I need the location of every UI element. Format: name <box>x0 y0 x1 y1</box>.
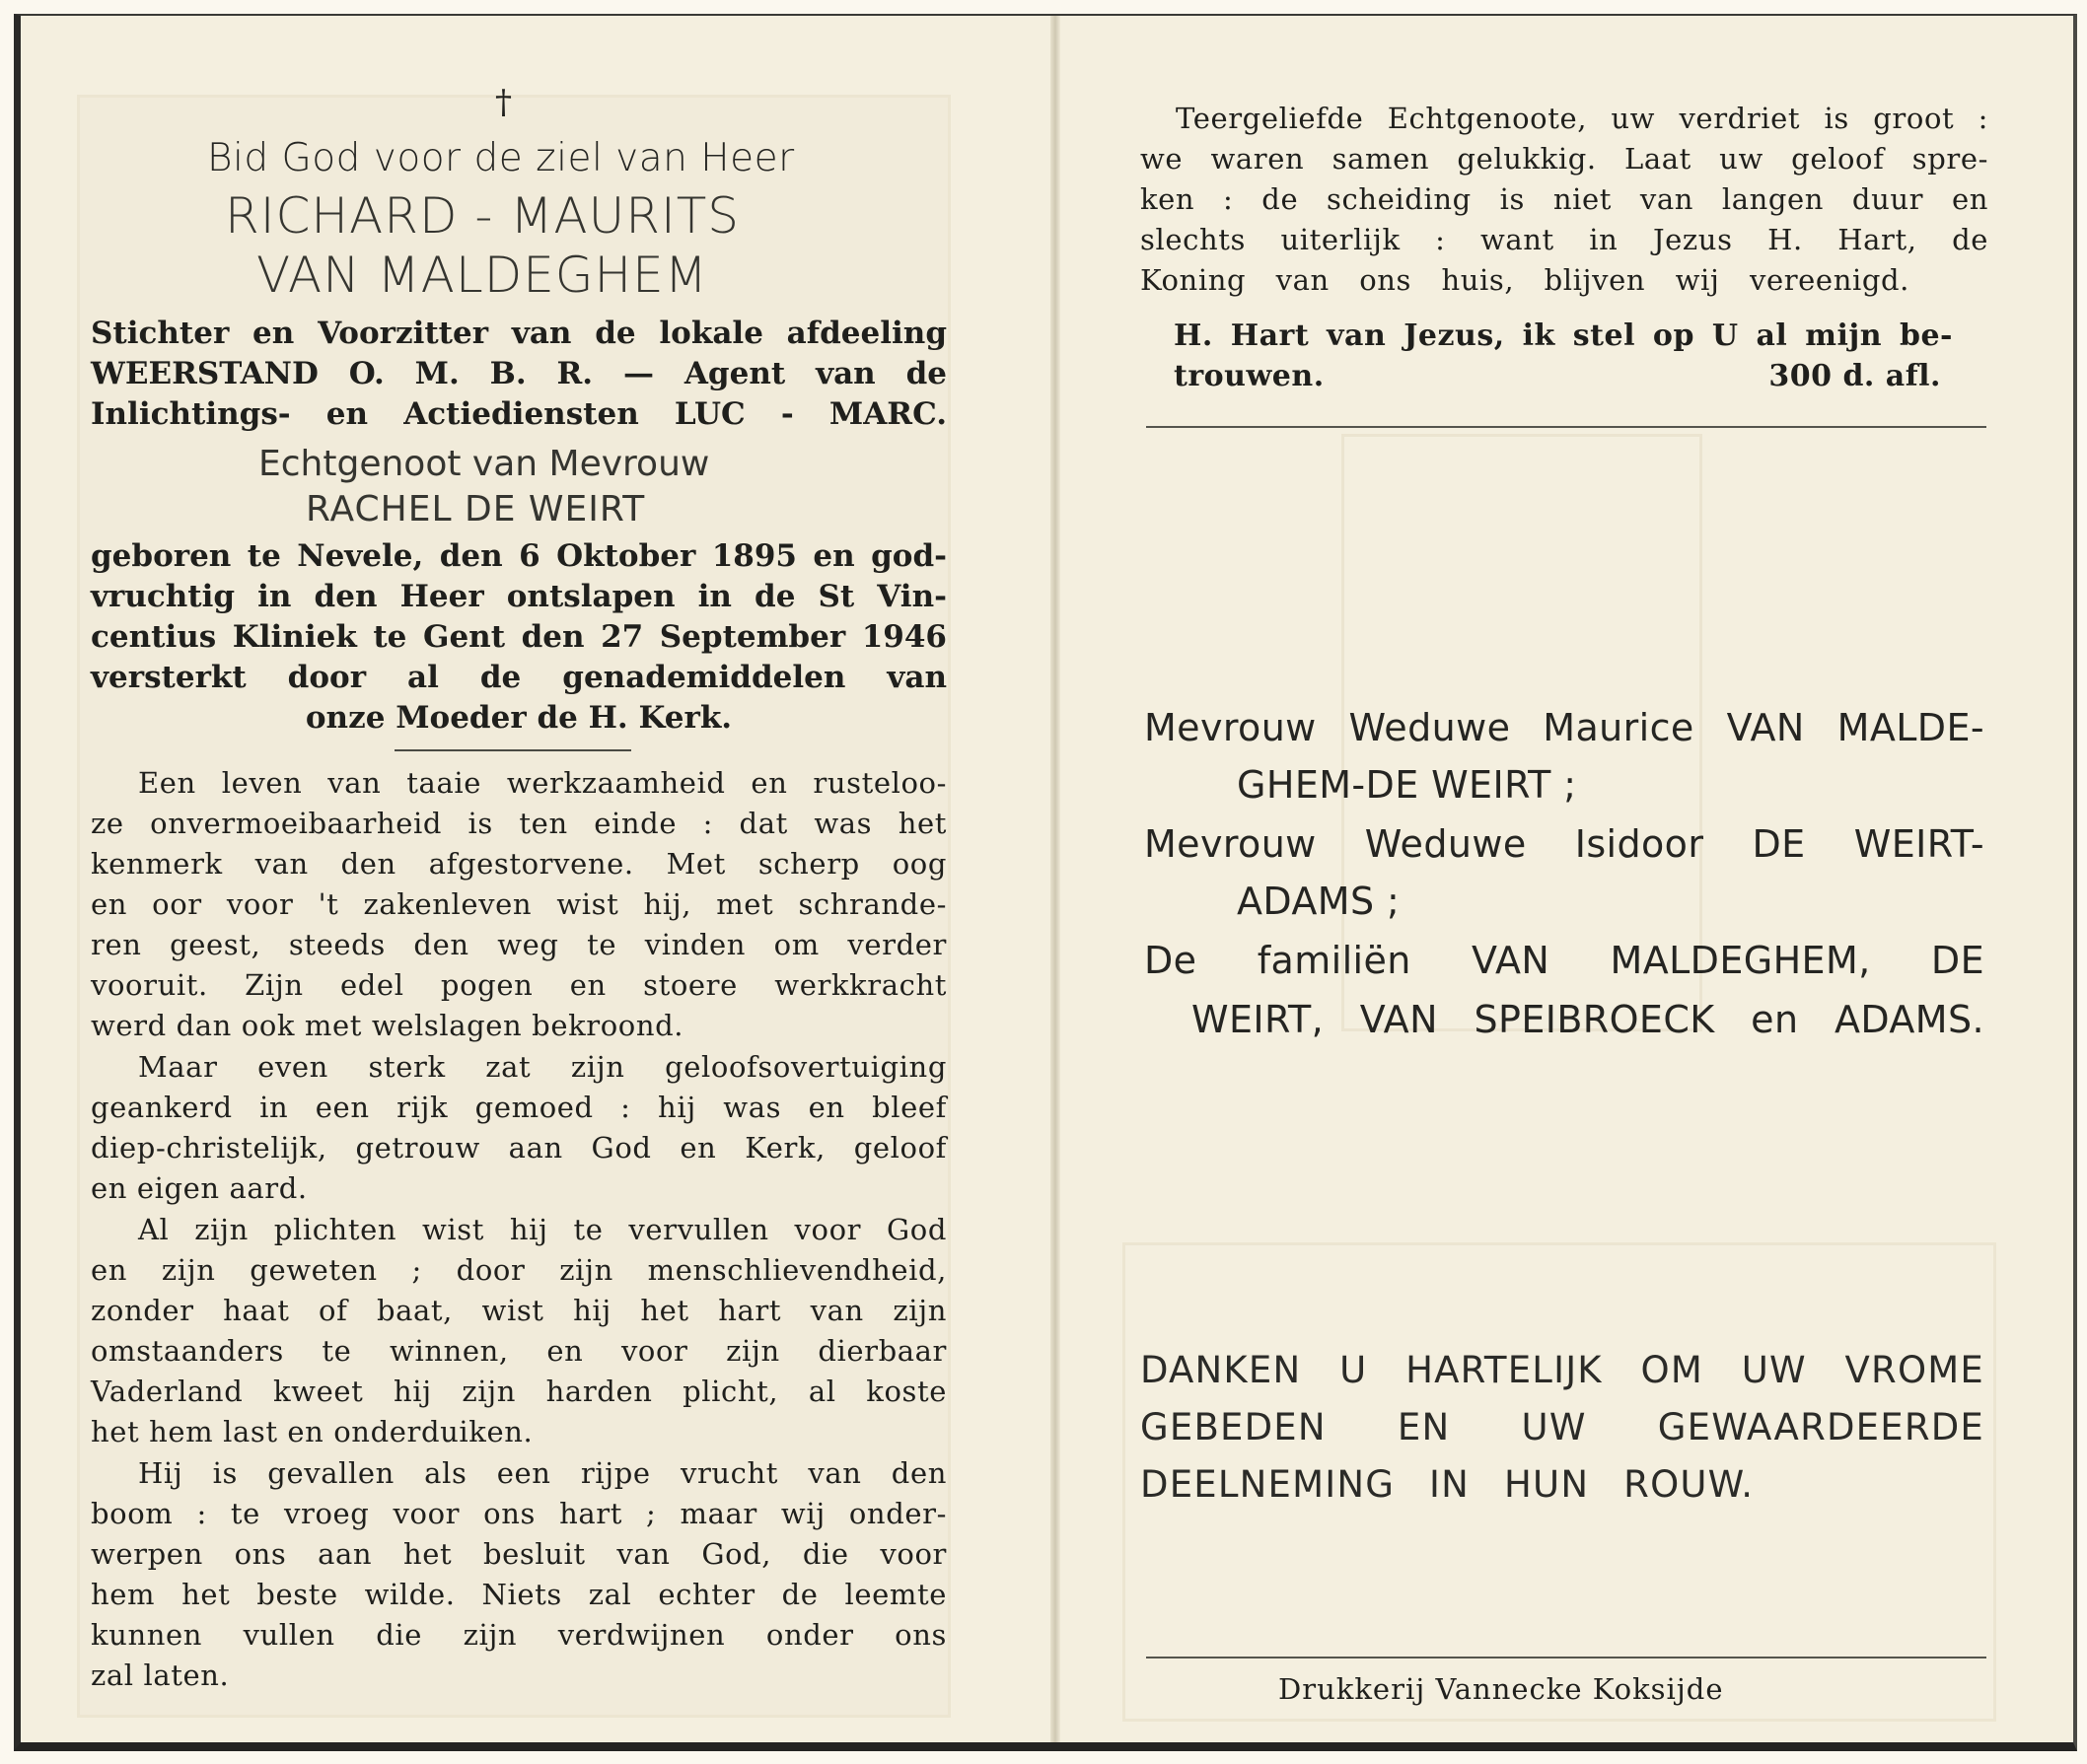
thanks-line: GEBEDEN EN UW GEWAARDEERDE <box>1140 1406 1984 1448</box>
prayer-line: H. Hart van Jezus, ik stel op U al mijn be- <box>1174 318 1953 353</box>
biography-line: het hem last en onderduiken. <box>91 1415 534 1448</box>
biography-line: en oor voor 't zakenleven wist hij, met schrande- <box>91 887 947 921</box>
biography-line: Hij is gevallen als een rijpe vrucht van den <box>138 1456 947 1490</box>
prayer-request: Bid God voor de ziel van Heer <box>207 136 795 180</box>
biography-line: hem het beste wilde. Niets zal echter de leemte <box>91 1578 947 1611</box>
spouse-label: Echtgenoot van Mevrouw <box>258 444 710 484</box>
family-line: WEIRT, VAN SPEIBROECK en ADAMS. <box>1191 998 1984 1041</box>
verse-line: slechts uiterlijk : want in Jezus H. Hart, de <box>1140 223 1988 256</box>
biography-line: omstaanders te winnen, en voor zijn dierbaar <box>91 1334 947 1368</box>
cross-symbol: † <box>495 83 512 122</box>
birth-death-line: centius Kliniek te Gent den 27 September 1946 <box>91 619 947 655</box>
birth-death-line: vruchtig in den Heer ontslapen in de St Vin- <box>91 579 947 614</box>
biography-line: ze onvermoeibaarheid is ten einde : dat was het <box>91 807 947 840</box>
biography-line: en eigen aard. <box>91 1171 308 1205</box>
biography-line: vooruit. Zijn edel pogen en stoere werkkracht <box>91 968 947 1002</box>
biography-line: zal laten. <box>91 1658 230 1692</box>
biography-line: werpen ons aan het besluit van God, die voor <box>91 1537 947 1571</box>
biography-line: en zijn geweten ; door zijn menschlievendheid, <box>91 1253 947 1287</box>
indulgence-days: 300 d. afl. <box>1768 359 1941 393</box>
family-line: ADAMS ; <box>1237 880 1401 923</box>
biography-line: Een leven van taaie werkzaamheid en rusteloo- <box>138 766 947 800</box>
biography-line: boom : te vroeg voor ons hart ; maar wij onder- <box>91 1497 947 1530</box>
biography-line: werd dan ook met welslagen bekroond. <box>91 1009 684 1042</box>
divider <box>1146 426 1986 428</box>
family-line: Mevrouw Weduwe Maurice VAN MALDE- <box>1144 706 1984 749</box>
thanks-line: DEELNEMING IN HUN ROUW. <box>1140 1463 1755 1506</box>
biography-line: Vaderland kweet hij zijn harden plicht, al koste <box>91 1375 947 1408</box>
divider <box>1146 1657 1986 1658</box>
role-line: Stichter en Voorzitter van de lokale afdeeling <box>91 316 947 351</box>
verse-line: we waren samen gelukkig. Laat uw geloof spre- <box>1140 142 1988 176</box>
role-line: WEERSTAND O. M. B. R. — Agent van de <box>91 356 947 391</box>
prayer-text: trouwen. <box>1174 359 1325 393</box>
birth-death-line: geboren te Nevele, den 6 Oktober 1895 en god- <box>91 538 947 574</box>
spouse-name: RACHEL DE WEIRT <box>306 489 646 529</box>
biography-line: Maar even sterk zat zijn geloofsovertuiging <box>138 1050 947 1084</box>
verse-block <box>1140 99 1988 301</box>
biography-line: Al zijn plichten wist hij te vervullen voor God <box>138 1213 947 1246</box>
deceased-name-line2: VAN MALDEGHEM <box>256 247 708 304</box>
family-line: GHEM-DE WEIRT ; <box>1237 763 1577 807</box>
biography-line: kunnen vullen die zijn verdwijnen onder ons <box>91 1618 947 1652</box>
biography-line: diep-christelijk, getrouw aan God en Kerk, geloof <box>91 1131 947 1164</box>
divider <box>395 749 631 751</box>
birth-death-line: versterkt door al de genademiddelen van <box>91 660 947 695</box>
card-fold <box>1050 16 1060 1742</box>
indulgence-prayer <box>1174 316 1953 396</box>
biography-line: ren geest, steeds den weg te vinden om verder <box>91 928 947 961</box>
thanks-line: DANKEN U HARTELIJK OM UW VROME <box>1140 1349 1984 1391</box>
verse-line: Koning van ons huis, blijven wij vereenigd. <box>1140 263 1909 297</box>
printer-credit: Drukkerij Vannecke Koksijde <box>1278 1672 1724 1706</box>
verse-line: Teergeliefde Echtgenoote, uw verdriet is groot : <box>1176 102 1988 135</box>
biography-line: kenmerk van den afgestorvene. Met scherp oog <box>91 847 947 881</box>
role-line: Inlichtings- en Actiediensten LUC - MARC. <box>91 396 947 432</box>
family-line: Mevrouw Weduwe Isidoor DE WEIRT- <box>1144 822 1984 866</box>
verse-line: ken : de scheiding is niet van langen duur en <box>1140 182 1988 216</box>
family-line: De familiën VAN MALDEGHEM, DE <box>1144 939 1984 982</box>
deceased-name-line1: RICHARD - MAURITS <box>225 187 740 245</box>
biography-line: geankerd in een rijk gemoed : hij was en bleef <box>91 1091 947 1124</box>
prayer-line <box>1174 356 1953 396</box>
biography-line: zonder haat of baat, wist hij het hart van zijn <box>91 1294 947 1327</box>
birth-death-line: onze Moeder de H. Kerk. <box>305 700 733 736</box>
